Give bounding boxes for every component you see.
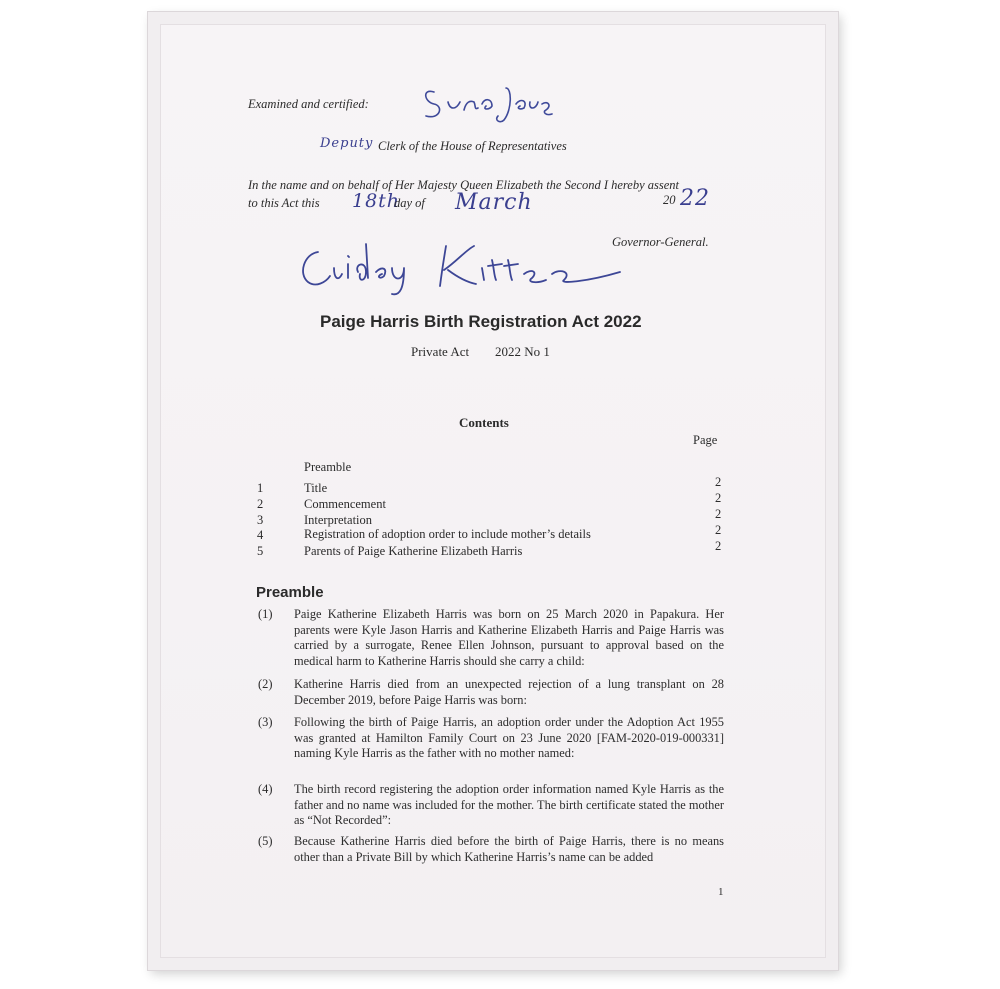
toc-item-title: Commencement xyxy=(304,497,386,511)
governor-general-label: Governor-General. xyxy=(612,235,709,249)
clerk-title: Clerk of the House of Representatives xyxy=(378,139,567,153)
paragraph-number: (4) xyxy=(258,782,273,796)
year-printed: 20 xyxy=(663,193,676,207)
assent-line-1: In the name and on behalf of Her Majesty Queen Elizabeth the Second I hereby assent xyxy=(248,178,680,192)
toc-item-num: 5 xyxy=(257,544,264,558)
act-type: Private Act xyxy=(411,344,470,359)
clerk-signature xyxy=(420,80,560,130)
paragraph-number: (3) xyxy=(258,715,273,729)
paragraph-text: The birth record registering the adoption order information named Kyle Harris as the father and no name was included for the mother. The birth certificate stated the mother as “Not Recorded”: xyxy=(294,782,724,828)
page-column-label: Page xyxy=(693,433,718,447)
act-number: 2022 No 1 xyxy=(495,344,550,359)
year-handwritten: 22 xyxy=(680,186,710,211)
toc-item-page: 2 xyxy=(715,475,722,489)
paragraph-number: (5) xyxy=(258,834,273,848)
governor-general-signature xyxy=(296,238,636,298)
toc-item-page: 2 xyxy=(715,507,722,521)
toc-item-num: 4 xyxy=(257,528,264,542)
paragraph-number: (1) xyxy=(258,607,273,621)
toc-item-title: Parents of Paige Katherine Elizabeth Harris xyxy=(304,544,523,558)
toc-item-page: 2 xyxy=(715,539,722,553)
day-handwritten: 18th xyxy=(352,190,401,212)
month-handwritten: March xyxy=(455,190,533,215)
paragraph-number: (2) xyxy=(258,677,273,691)
paragraph-text: Because Katherine Harris died before the birth of Paige Harris, there is no means other than a Private Bill by which Katherine Harris’s name can be added xyxy=(294,834,724,864)
act-title: Paige Harris Birth Registration Act 2022 xyxy=(320,312,642,331)
preamble-heading: Preamble xyxy=(256,584,324,601)
toc-item-title: Interpretation xyxy=(304,513,373,527)
toc-item-num: 1 xyxy=(257,481,264,495)
page-number: 1 xyxy=(718,886,724,898)
paragraph-text: Katherine Harris died from an unexpected rejection of a lung transplant on 28 December 2019, before Paige Harris was born: xyxy=(294,677,724,707)
paragraph-text: Following the birth of Paige Harris, an adoption order under the Adoption Act 1955 was granted at Hamilton Family Court on 23 June 2020 [FAM-2020-019-000331] naming Kyle Harris as the father with no mother named: xyxy=(294,715,724,761)
assent-line-2b: day of xyxy=(394,196,425,210)
toc-preamble: Preamble xyxy=(304,460,352,474)
toc-item-title: Title xyxy=(304,481,328,495)
deputy-handwritten: Deputy xyxy=(320,136,374,151)
toc-item-num: 2 xyxy=(257,497,264,511)
assent-line-2a: to this Act this xyxy=(248,196,320,210)
toc-item-page: 2 xyxy=(715,491,722,505)
toc-item-num: 3 xyxy=(257,513,264,527)
contents-heading: Contents xyxy=(459,415,509,430)
examined-label: Examined and certified: xyxy=(248,97,369,111)
toc-item-title: Registration of adoption order to include mother’s details xyxy=(304,527,591,541)
paragraph-text: Paige Katherine Elizabeth Harris was born on 25 March 2020 in Papakura. Her parents were Kyle Jason Harris and Katherine Elizabeth Harris and Paige Harris was carried by a surrogate, Renee Ellen Johnson, pursuant to approval based on the medical harm to Katherine Harris should she carry a child: xyxy=(294,607,724,668)
toc-item-page: 2 xyxy=(715,523,722,537)
